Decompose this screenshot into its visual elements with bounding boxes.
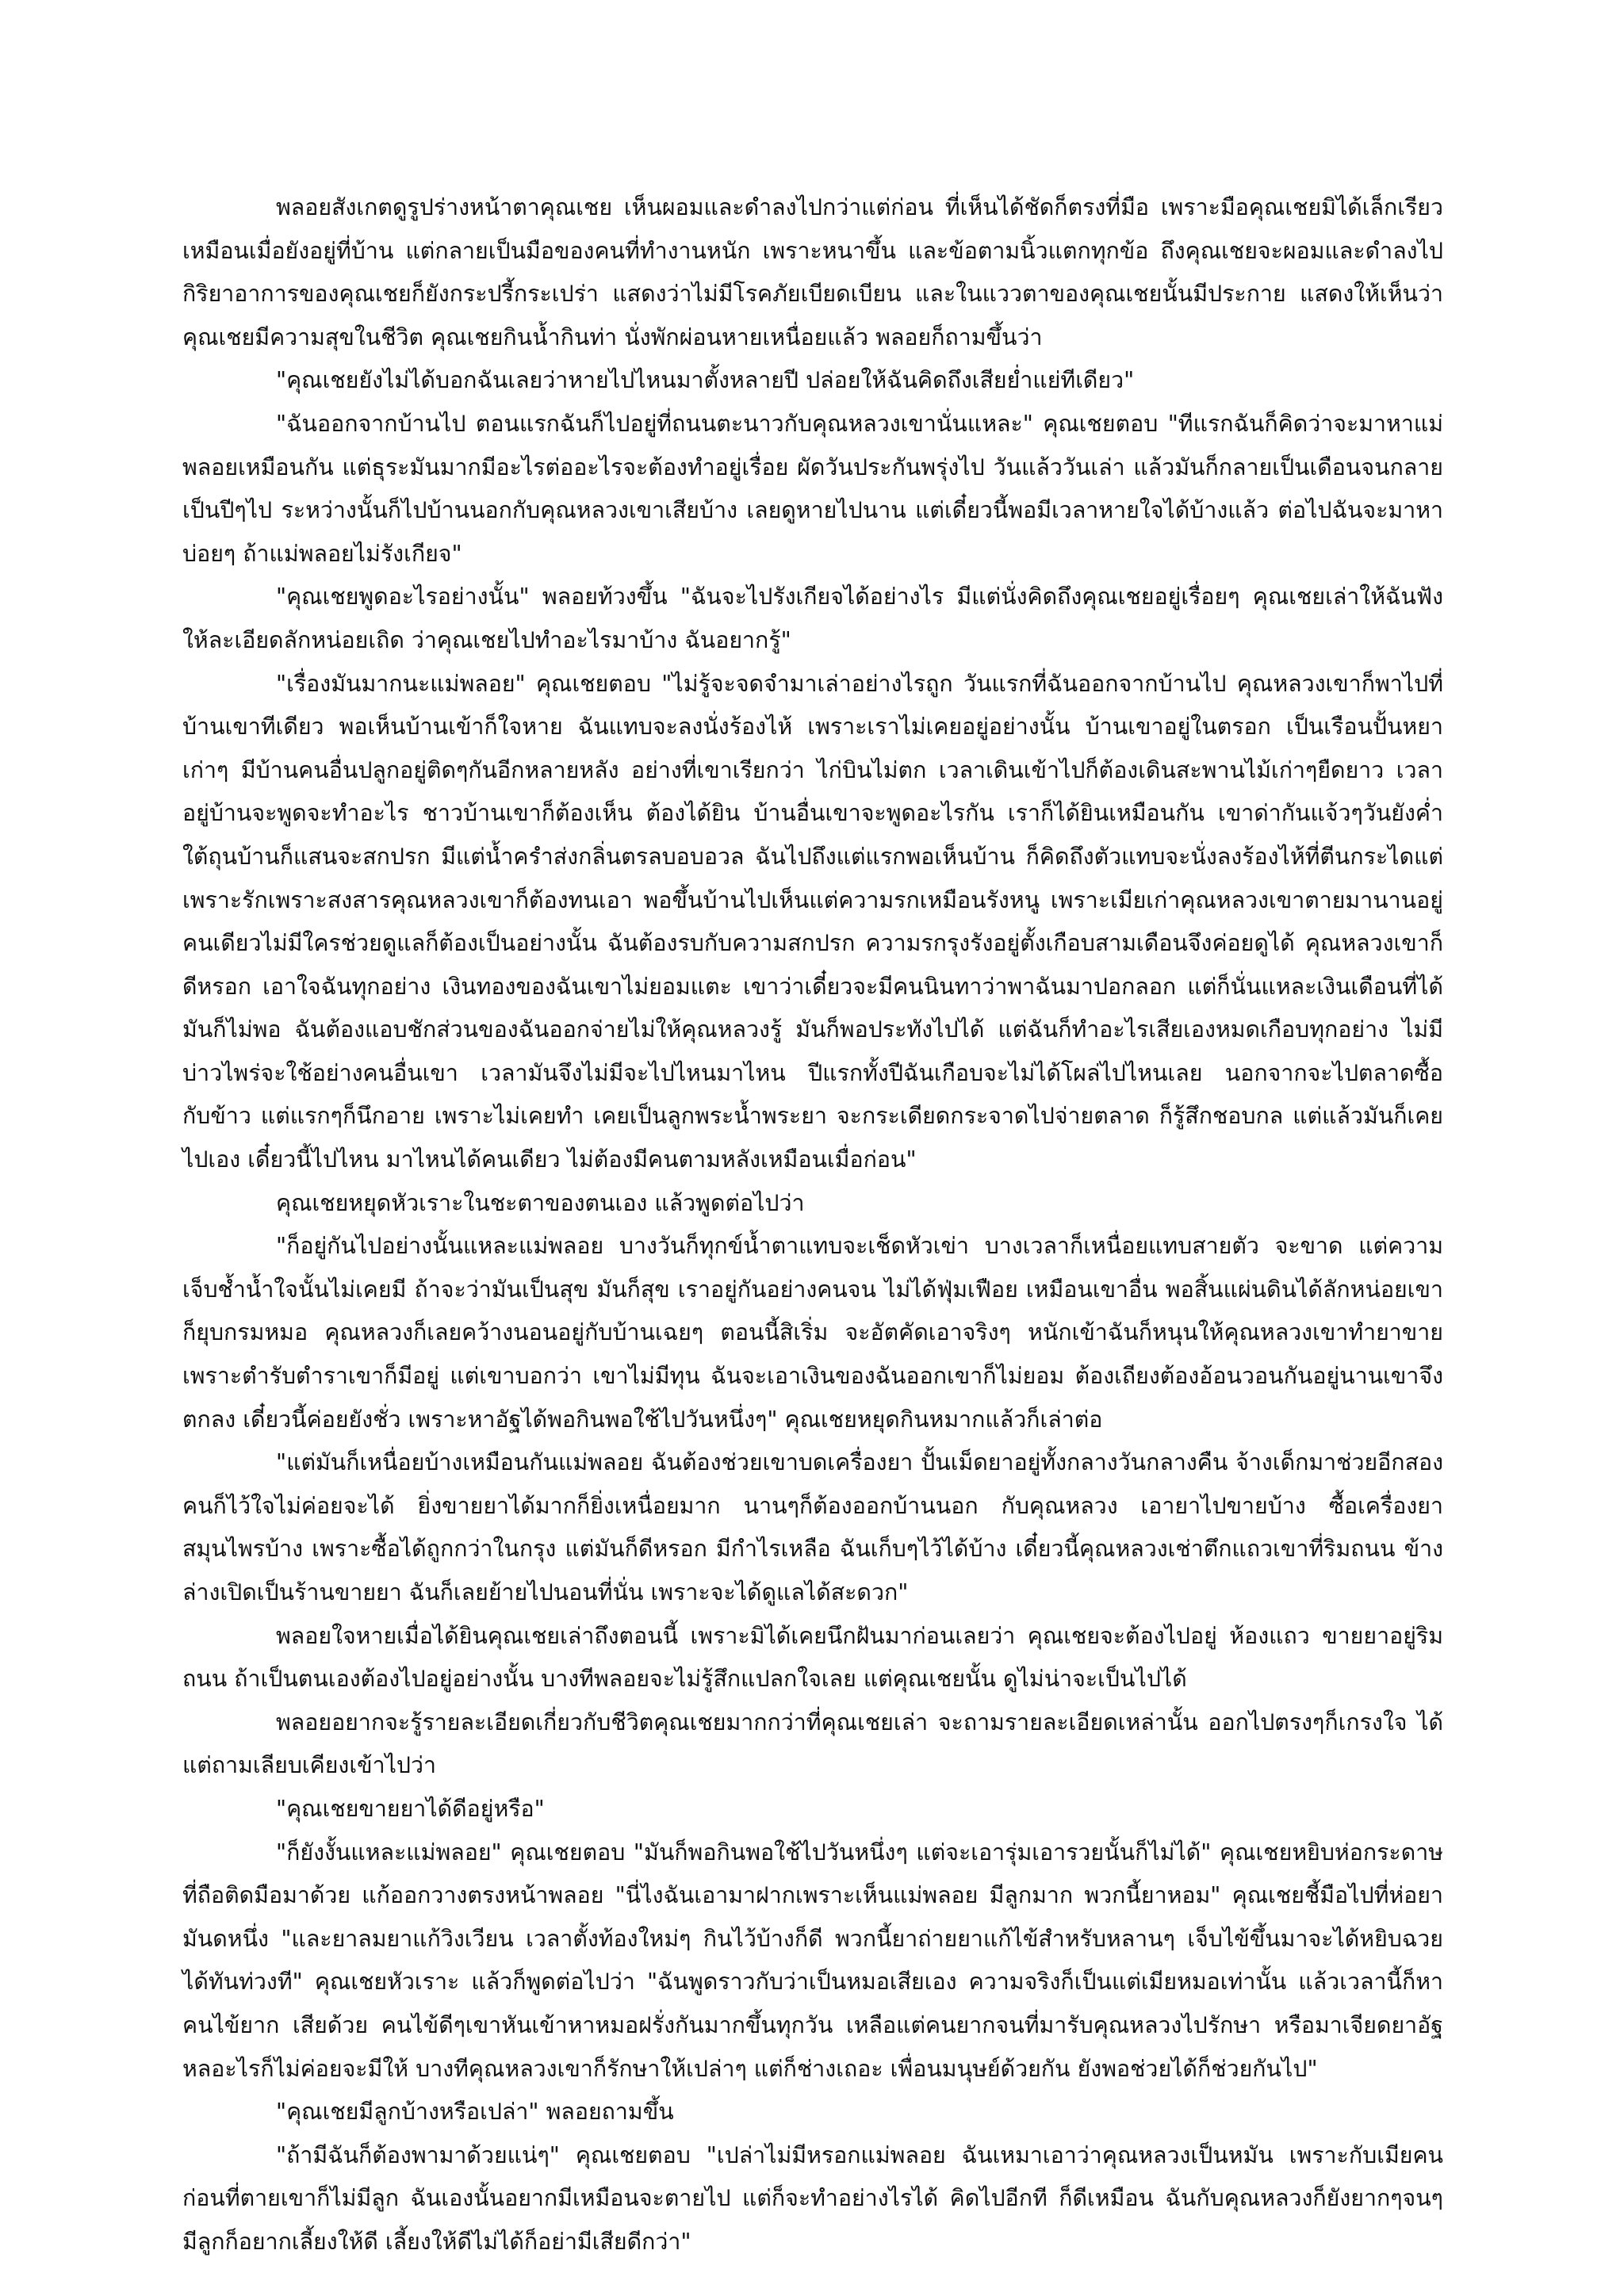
paragraph-10: พลอยอยากจะรู้รายละเอียดเกี่ยวกับชีวิตคุณเชยมากกว่าที่คุณเชยเล่า จะถามรายละเอียดเหล่านั้น ออกไปตรงๆก็เกรงใจ ได้แต่ถามเลียบเคียงเข้าไปว่า	[182, 1709, 1443, 1779]
paragraph-8: "แต่มันก็เหนื่อยบ้างเหมือนกันแม่พลอย ฉันต้องช่วยเขาบดเครื่องยา ปั้นเม็ดยาอยู่ทั้งกลางวันกลางคืน จ้างเด็กมาช่วยอีกสองคนก็ไว้ใจไม่ค่อยจะได้ ยิ่งขายยาได้มากก็ยิ่งเหนื่อยมาก นานๆก็ต้องออกบ้านนอก กับคุณหลวง เอายาไปขายบ้าง ซื้อเครื่องยาสมุนไพรบ้าง เพราะซื้อได้ถูกกว่าในกรุง แต่มันก็ดีหรอก มีกำไรเหลือ ฉันเก็บๆไว้ได้บ้าง เดี๋ยวนี้คุณหลวงเช่าตึกแถวเขาที่ริมถนน ข้างล่างเปิดเป็นร้านขายยา ฉันก็เลยย้ายไปนอนที่นั่น เพราะจะได้ดูแลได้สะดวก"	[182, 1449, 1443, 1605]
paragraph-9: พลอยใจหายเมื่อได้ยินคุณเชยเล่าถึงตอนนี้ เพราะมิได้เคยนึกฝันมาก่อนเลยว่า คุณเชยจะต้องไปอยู่ ห้องแถว ขายยาอยู่ริมถนน ถ้าเป็นตนเองต้องไปอยู่อย่างนั้น บางทีพลอยจะไม่รู้สึกแปลกใจเลย แต่คุณเชยนั้น ดูไม่น่าจะเป็นไปได้	[182, 1622, 1443, 1693]
paragraph-11: "คุณเชยขายยาได้ดีอยู่หรือ"	[276, 1795, 545, 1822]
paragraph-5: "เรื่องมันมากนะแม่พลอย" คุณเชยตอบ "ไม่รู้จะจดจำมาเล่าอย่างไรถูก วันแรกที่ฉันออกจากบ้านไป คุณหลวงเขาก็พาไปที่บ้านเขาทีเดียว พอเห็นบ้านเข้าก็ใจหาย ฉันแทบจะลงนั่งร้องไห้ เพราะเราไม่เคยอยู่อย่างนั้น บ้านเขาอยู่ในตรอก เป็นเรือนปั้นหยาเก่าๆ มีบ้านคนอื่นปลูกอยู่ติดๆกันอีกหลายหลัง อย่างที่เขาเรียกว่า ไก่บินไม่ตก เวลาเดินเข้าไปก็ต้องเดินสะพานไม้เก่าๆยืดยาว เวลาอยู่บ้านจะพูดจะทำอะไร ชาวบ้านเขาก็ต้องเห็น ต้องได้ยิน บ้านอื่นเขาจะพูดอะไรกัน เราก็ได้ยินเหมือนกัน เขาด่ากันแจ้วๆวันยังค่ำ ใต้ถุนบ้านก็แสนจะสกปรก มีแต่น้ำครำส่งกลิ่นตรลบอบอวล ฉันไปถึงแต่แรกพอเห็นบ้าน ก็คิดถึงตัวแทบจะนั่งลงร้องไห้ที่ตีนกระไดแต่เพราะรักเพราะสงสารคุณหลวงเขาก็ต้องทนเอา พอขึ้นบ้านไปเห็นแต่ความรกเหมือนรังหนู เพราะเมียเก่าคุณหลวงเขาตายมานานอยู่คนเดียวไม่มีใครช่วยดูแลก็ต้องเป็นอย่างนั้น ฉันต้องรบกับความสกปรก ความรกรุงรังอยู่ตั้งเกือบสามเดือนจึงค่อยดูได้ คุณหลวงเขาก็ดีหรอก เอาใจฉันทุกอย่าง เงินทองของฉันเขาไม่ยอมแตะ เขาว่าเดี๋ยวจะมีคนนินทาว่าพาฉันมาปอกลอก แต่ก็นั่นแหละเงินเดือนที่ได้ มันก็ไม่พอ ฉันต้องแอบชักส่วนของฉันออกจ่ายไม่ให้คุณหลวงรู้ มันก็พอประทังไปได้ แต่ฉันก็ทำอะไรเสียเองหมดเกือบทุกอย่าง ไม่มีบ่าวไพร่จะใช้อย่างคนอื่นเขา เวลามันจึงไม่มีจะไปไหนมาไหน ปีแรกทั้งปีฉันเกือบจะไม่ได้โผล่ไปไหนเลย นอกจากจะไปตลาดซื้อกับข้าว แต่แรกๆก็นึกอาย เพราะไม่เคยทำ เคยเป็นลูกพระน้ำพระยา จะกระเดียดกระจาดไปจ่ายตลาด ก็รู้สึกชอบกล แต่แล้วมันก็เคยไปเอง เดี๋ยวนี้ไปไหน มาไหนได้คนเดียว ไม่ต้องมีคนตามหลังเหมือนเมื่อก่อน"	[182, 670, 1443, 1173]
paragraph-6: คุณเชยหยุดหัวเราะในชะตาของตนเอง แล้วพูดต่อไปว่า	[276, 1189, 805, 1216]
paragraph-14: "ถ้ามีฉันก็ต้องพามาด้วยแน่ๆ" คุณเชยตอบ "เปล่าไม่มีหรอกแม่พลอย ฉันเหมาเอาว่าคุณหลวงเป็นหมัน เพราะกับเมียคนก่อนที่ตายเขาก็ไม่มีลูก ฉันเองนั้นอยากมีเหมือนจะตายไป แต่ก็จะทำอย่างไรได้ คิดไปอีกที ก็ดีเหมือน ฉันกับคุณหลวงก็ยังยากๆจนๆ มีลูกก็อยากเลี้ยงให้ดี เลี้ยงให้ดีไม่ได้ก็อย่ามีเสียดีกว่า"	[182, 2141, 1443, 2255]
paragraph-3: "ฉันออกจากบ้านไป ตอนแรกฉันก็ไปอยู่ที่ถนนตะนาวกับคุณหลวงเขานั่นแหละ" คุณเชยตอบ "ทีแรกฉันก็คิดว่าจะมาหาแม่พลอยเหมือนกัน แต่ธุระมันมากมีอะไรต่ออะไรจะต้องทำอยู่เรื่อย ผัดวันประกันพรุ่งไป วันแล้ววันเล่า แล้วมันก็กลายเป็นเดือนจนกลายเป็นปีๆไป ระหว่างนั้นก็ไปบ้านนอกกับคุณหลวงเขาเสียบ้าง เลยดูหายไปนาน แต่เดี๋ยวนี้พอมีเวลาหายใจได้บ้างแล้ว ต่อไปฉันจะมาหาบ่อยๆ ถ้าแม่พลอยไม่รังเกียจ"	[182, 410, 1443, 567]
paragraph-1: พลอยสังเกตดูรูปร่างหน้าตาคุณเชย เห็นผอมและดำลงไปกว่าแต่ก่อน ที่เห็นได้ชัดก็ตรงที่มือ เพราะมือคุณเชยมิได้เล็กเรียวเหมือนเมื่อยังอยู่ที่บ้าน แต่กลายเป็นมือของคนที่ทำงานหนัก เพราะหนาขึ้น และข้อตามนิ้วแตกทุกข้อ ถึงคุณเชยจะผอมและดำลงไป กิริยาอาการของคุณเชยก็ยังกระปรี้กระเปร่า แสดงว่าไม่มีโรคภัยเบียดเบียน และในแววตาของคุณเชยนั้นมีประกาย แสดงให้เห็นว่าคุณเชยมีความสุขในชีวิต คุณเชยกินน้ำกินท่า นั่งพักผ่อนหายเหนื่อยแล้ว พลอยก็ถามขึ้นว่า	[182, 194, 1443, 350]
paragraph-7: "ก็อยู่กันไปอย่างนั้นแหละแม่พลอย บางวันก็ทุกข์น้ำตาแทบจะเช็ดหัวเข่า บางเวลาก็เหนื่อยแทบสายตัว จะขาด แต่ความเจ็บช้ำน้ำใจนั้นไม่เคยมี ถ้าจะว่ามันเป็นสุข มันก็สุข เราอยู่กันอย่างคนจน ไม่ได้ฟุ่มเฟือย เหมือนเขาอื่น พอสิ้นแผ่นดินได้ลักหน่อยเขาก็ยุบกรมหมอ คุณหลวงก็เลยคว้างนอนอยู่กับบ้านเฉยๆ ตอนนี้สิเริ่ม จะอัตคัดเอาจริงๆ หนักเข้าฉันก็หนุนให้คุณหลวงเขาทำยาขาย เพราะตำรับตำราเขาก็มีอยู่ แต่เขาบอกว่า เขาไม่มีทุน ฉันจะเอาเงินของฉันออกเขาก็ไม่ยอม ต้องเถียงต้องอ้อนวอนกันอยู่นานเขาจึงตกลง เดี๋ยวนี้ค่อยยังชั่ว เพราะหาอัฐได้พอกินพอใช้ไปวันหนึ่งๆ" คุณเชยหยุดกินหมากแล้วก็เล่าต่อ	[182, 1233, 1443, 1433]
paragraph-13: "คุณเชยมีลูกบ้างหรือเปล่า" พลอยถามขึ้น	[276, 2099, 674, 2126]
paragraph-2: "คุณเชยยังไม่ได้บอกฉันเลยว่าหายไปไหนมาตั้งหลายปี ปล่อยให้ฉันคิดถึงเสียย่ำแย่ทีเดียว"	[276, 367, 1135, 394]
paragraph-4: "คุณเชยพูดอะไรอย่างนั้น" พลอยท้วงขึ้น "ฉันจะไปรังเกียจได้อย่างไร มีแต่นั่งคิดถึงคุณเชยอยู่เรื่อยๆ คุณเชยเล่าให้ฉันฟังให้ละเอียดลักหน่อยเถิด ว่าคุณเชยไปทำอะไรมาบ้าง ฉันอยากรู้"	[182, 584, 1443, 653]
document-page	[182, 186, 1443, 2264]
paragraph-12: "ก็ยังงั้นแหละแม่พลอย" คุณเชยตอบ "มันก็พอกินพอใช้ไปวันหนึ่งๆ แต่จะเอารุ่มเอารวยนั้นก็ไม่ได้" คุณเชยหยิบห่อกระดาษที่ถือติดมือมาด้วย แก้ออกวางตรงหน้าพลอย "นี่ไงฉันเอามาฝากเพราะเห็นแม่พลอย มีลูกมาก พวกนี้ยาหอม" คุณเชยชี้มือไปที่ห่อยามันดหนึ่ง "และยาลมยาแก้วิงเวียน เวลาตั้งท้องใหม่ๆ กินไว้บ้างก็ดี พวกนี้ยาถ่ายยาแก้ไข้สำหรับหลานๆ เจ็บไข้ขึ้นมาจะได้หยิบฉวยได้ทันท่วงที" คุณเชยหัวเราะ แล้วก็พูดต่อไปว่า "ฉันพูดราวกับว่าเป็นหมอเสียเอง ความจริงก็เป็นแต่เมียหมอเท่านั้น แล้วเวลานี้ก็หาคนไข้ยาก เสียด้วย คนไข้ดีๆเขาหันเข้าหาหมอฝรั่งกันมากขึ้นทุกวัน เหลือแต่คนยากจนที่มารับคุณหลวงไปรักษา หรือมาเจียดยาอัฐหลอะไรก็ไม่ค่อยจะมีให้ บางทีคุณหลวงเขาก็รักษาให้เปล่าๆ แต่ก็ช่างเถอะ เพื่อนมนุษย์ด้วยกัน ยังพอช่วยได้ก็ช่วยกันไป"	[182, 1839, 1443, 2082]
